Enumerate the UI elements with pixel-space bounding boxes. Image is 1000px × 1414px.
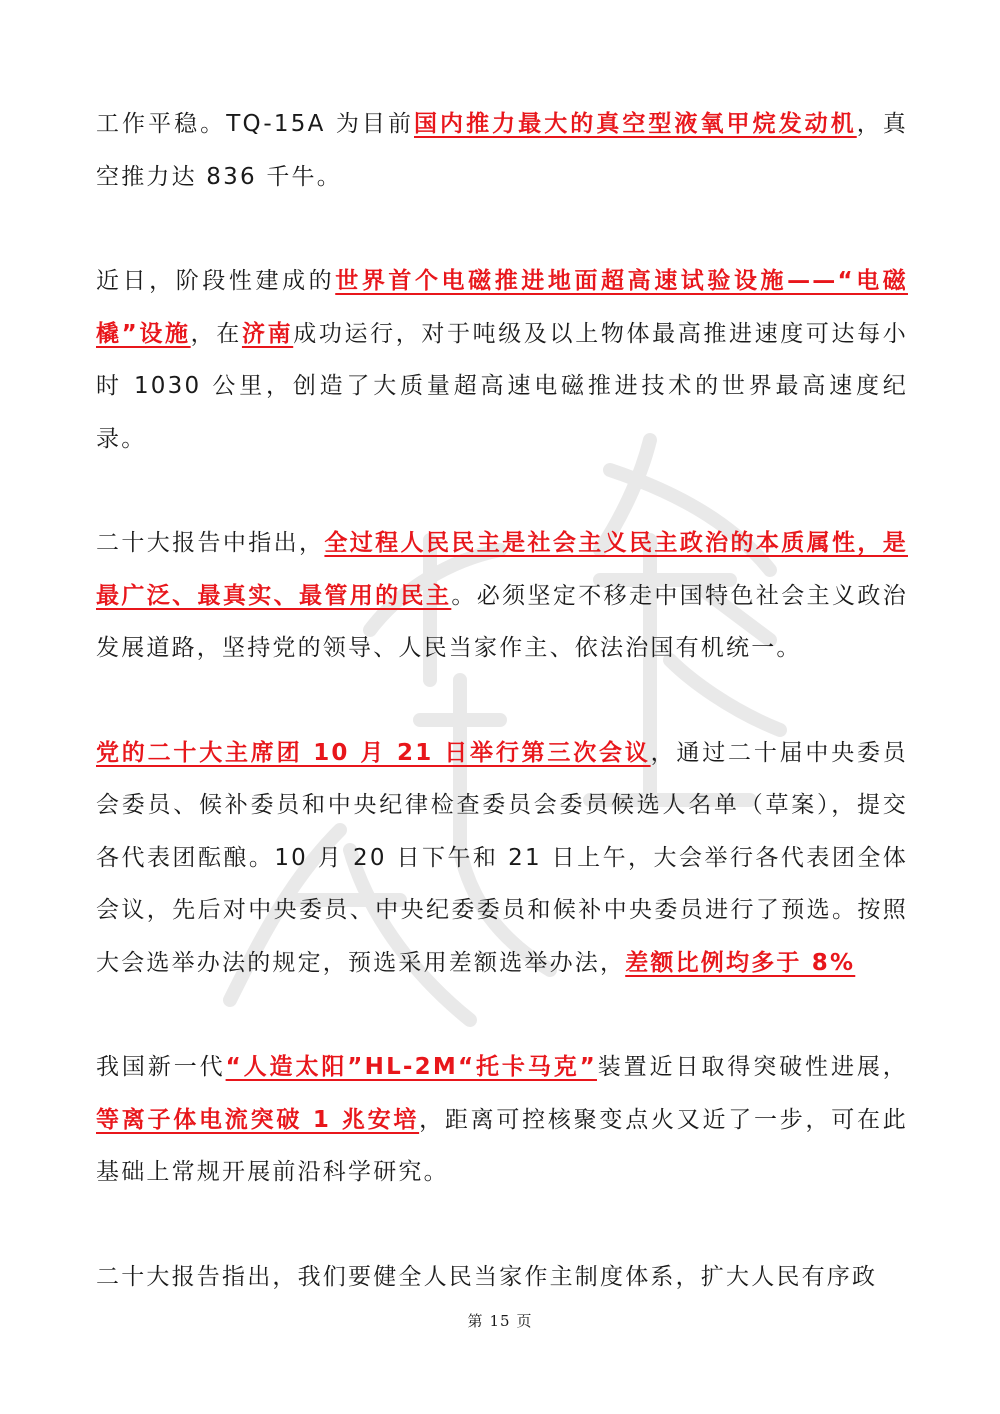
paragraph [96,255,908,465]
body-text: 我国新一代 [96,1054,226,1080]
body-text: 近日，阶段性建成的 [96,268,336,294]
highlighted-text: 等离子体电流突破 1 兆安培 [96,1106,420,1133]
paragraph [96,727,908,990]
highlighted-text: 全过程人民民主是社会主义民主政治的本质属性，是最广泛、最真实、最管用的民主 [96,530,908,609]
body-text: 。必须坚定不移走中国特色社会主义政治发展道路，坚持党的领导、人民当家作主、依法治国有机统一。 [96,582,908,661]
highlighted-text: 党的二十大主席团 10 月 21 日举行第三次会议 [96,739,651,766]
body-text: ，在 [190,320,242,347]
page-footer [0,1310,1000,1331]
body-text: ，通过二十届中央委员会委员、候补委员和中央纪律检查委员会委员候选人名单（草案），提交各代表团酝酿。10 月 20 日下午和 21 日上午，大会举行各代表团全体会议，先后对中央委员、中央纪委委员和候补中央委员进行了预选。按照大会选举办法的规定，预选采用差额选举办法， [96,739,909,976]
paragraph [96,1041,908,1199]
highlighted-text: 济南 [241,320,294,347]
body-text: 成功运行，对于吨级及以上物体最高推进速度可达每小时 1030 公里，创造了大质量超高速电磁推进技术的世界最高速度纪录。 [96,320,909,452]
highlighted-text: 差额比例均多于 8% [625,949,856,976]
body-text: 装置近日取得突破性进展， [596,1054,908,1080]
paragraph [96,1251,908,1304]
paragraph [96,517,908,675]
page-number-prefix: 第 [467,1312,484,1330]
paragraph [96,98,908,203]
highlighted-text: 世界首个电磁推进地面超高速试验设施——“电磁橇”设施 [96,268,908,347]
body-text: ，距离可控核聚变点火又近了一步，可在此基础上常规开展前沿科学研究。 [96,1106,908,1185]
body-text: 二十大报告中指出， [96,530,325,556]
body-text: 二十大报告指出，我们要健全人民当家作主制度体系，扩大人民有序政 [96,1263,878,1290]
highlighted-text: 国内推力最大的真空型液氧甲烷发动机 [414,111,857,137]
highlighted-text: “人造太阳”HL-2M“托卡马克” [225,1054,597,1080]
article-body [96,98,908,1355]
body-text: 工作平稳。TQ-15A 为目前 [96,111,414,137]
body-text: ，真空推力达 836 千牛。 [96,111,908,190]
page-number: 15 [489,1312,511,1330]
page-number-suffix: 页 [516,1312,533,1330]
